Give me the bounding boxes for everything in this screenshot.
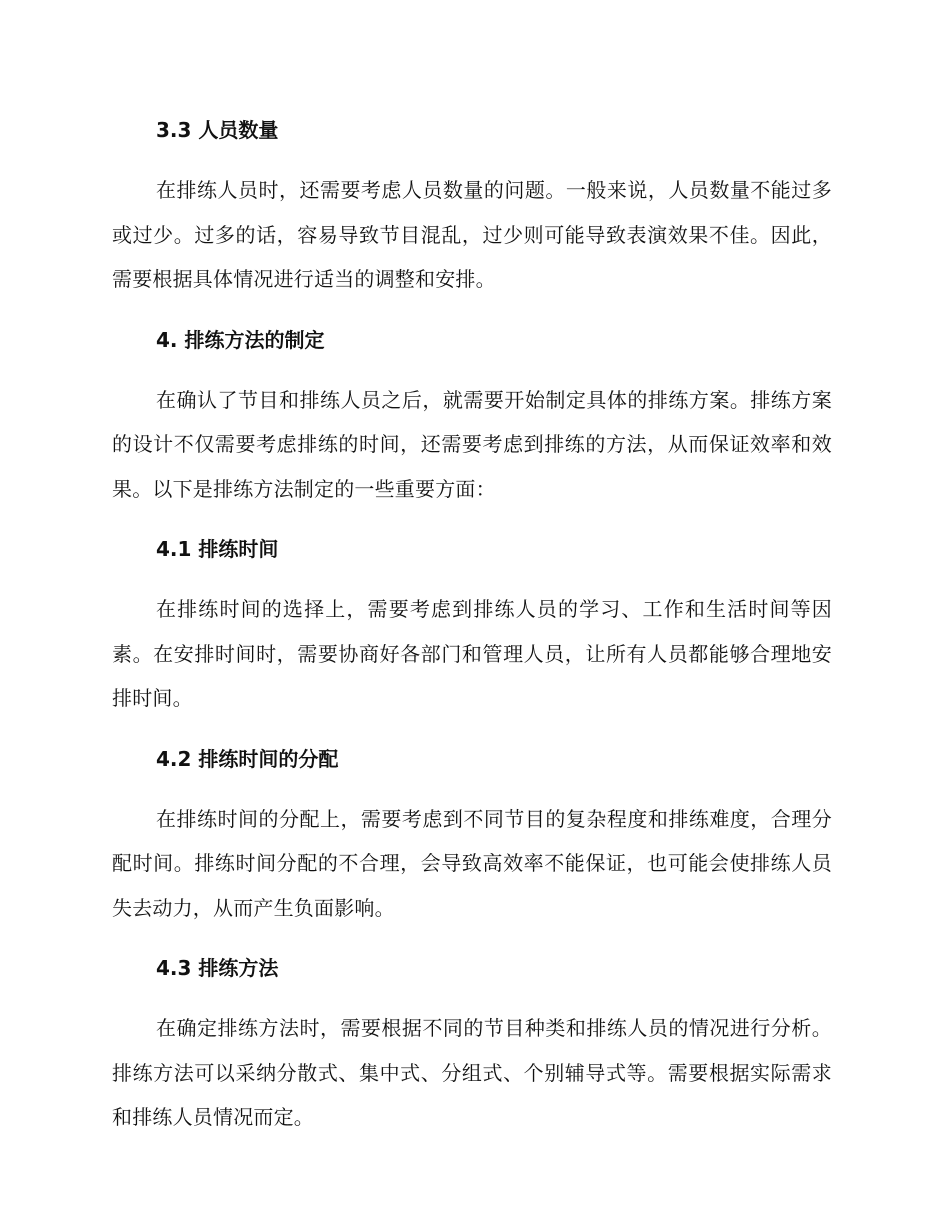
section-body-4-3: 在确定排练方法时，需要根据不同的节目种类和排练人员的情况进行分析。排练方法可以采纳分散式、集中式、分组式、个别辅导式等。需要根据实际需求和排练人员情况而定。 — [112, 1016, 832, 1129]
section-heading-4-2: 4.2 排练时间的分配 — [156, 746, 339, 771]
section-heading-4: 4. 排练方法的制定 — [156, 327, 325, 352]
document-page — [112, 108, 832, 1140]
section-body-4: 在确认了节目和排练人员之后，就需要开始制定具体的排练方案。排练方案的设计不仅需要考虑排练的时间，还需要考虑到排练的方法，从而保证效率和效果。以下是排练方法制定的一些重要方面： — [112, 387, 832, 501]
section-heading-4-3: 4.3 排练方法 — [156, 956, 279, 980]
section-heading-3-3: 3.3 人员数量 — [156, 118, 279, 142]
section-body-4-2: 在排练时间的分配上，需要考虑到不同节目的复杂程度和排练难度，合理分配时间。排练时间分配的不合理，会导致高效率不能保证，也可能会使排练人员失去动力，从而产生负面影响。 — [112, 806, 832, 920]
section-heading-4-1: 4.1 排练时间 — [156, 537, 279, 561]
section-body-4-1: 在排练时间的选择上，需要考虑到排练人员的学习、工作和生活时间等因素。在安排时间时，需要协商好各部门和管理人员，让所有人员都能够合理地安排时间。 — [112, 597, 832, 710]
section-body-3-3: 在排练人员时，还需要考虑人员数量的问题。一般来说，人员数量不能过多或过少。过多的话，容易导致节目混乱，过少则可能导致表演效果不佳。因此，需要根据具体情况进行适当的调整和安排。 — [112, 178, 832, 291]
